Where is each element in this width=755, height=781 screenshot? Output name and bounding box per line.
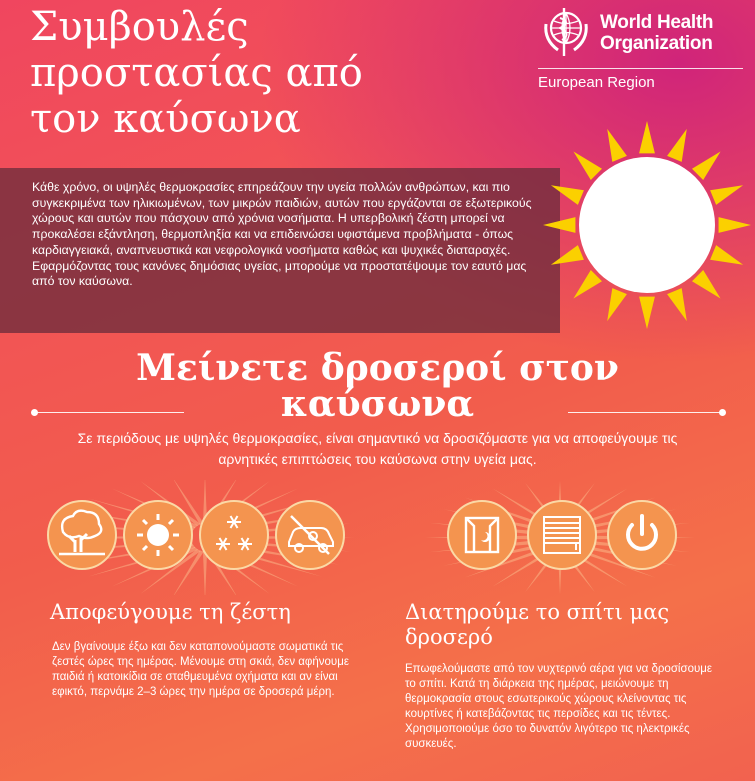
tip1-icons — [47, 500, 347, 580]
org-divider — [538, 68, 743, 69]
tip2-title: Διατηρούμε το σπίτι μας δροσερό — [405, 600, 670, 649]
tree-shade-icon — [47, 500, 117, 570]
left-divider — [34, 412, 184, 413]
tip1-text: Δεν βγαίνουμε έξω και δεν καταπονούμαστε σωματικά τις ζεστές ώρες της ημέρας. Μένουμε στη σκιά, δεν αφήνουμε παιδιά ή κατοικίδια σε σταθμευμένα οχήματα και αν είναι εφικτό, περνάμε 2–3 ώρες την ημέρα σε δροσερά μέρη. — [52, 641, 349, 698]
power-off-icon — [607, 500, 677, 570]
right-divider — [568, 412, 723, 413]
section-subtitle: Σε περιόδους με υψηλές θερμοκρασίες, είναι σημαντικό να δροσιζόμαστε για να αποφεύγουμε τις αρνητικές επιπτώσεις του καύσωνα στην υγεία μας. — [77, 430, 678, 467]
tip2-text: Επωφελούμαστε από τον νυχτερινό αέρα για να δροσίσουμε το σπίτι. Κατά τη διάρκεια της ημέρας, μειώνουμε τη θερμοκρασία στους εσωτερικούς χώρους κλείνοντας τις κουρτίνες ή κατεβάζοντας τις περσίδες και τις τέντες. Χρησιμοποιούμε όσο το δυνατόν λιγότερο τις ηλεκτρικές συσκευές. — [405, 663, 713, 750]
page-title: Συμβουλές προστασίας από τον καύσωνα — [30, 4, 363, 142]
window-blinds-icon — [527, 500, 597, 570]
sun-illustration-icon — [540, 118, 755, 333]
no-child-in-car-icon — [275, 500, 345, 570]
org-name: World Health Organization — [600, 12, 714, 54]
section-title: Μείνετε δροσεροί στον καύσωνα — [136, 347, 619, 425]
who-logo — [538, 4, 743, 94]
org-region: European Region — [538, 74, 655, 91]
tip2-icons — [447, 500, 677, 580]
night-window-icon — [447, 500, 517, 570]
tip1-title: Αποφεύγουμε τη ζέστη — [50, 600, 291, 624]
sun-icon — [123, 500, 193, 570]
who-emblem-icon — [538, 4, 594, 60]
snowflakes-icon — [199, 500, 269, 570]
intro-text: Κάθε χρόνο, οι υψηλές θερμοκρασίες επηρεάζουν την υγεία πολλών ανθρώπων, και πιο συγκεκριμένα των ηλικιωμένων, των μικρών παιδιών, αυτών που εργάζονται σε εξωτερικούς χώρους και αυτών που πάσχουν από χρόνια νοσήματα. Η υπερβολική ζέστη μπορεί να προκαλέσει εξάντληση, θερμοπληξία και να επιδεινώσει υφιστάμενα προβλήματα - όπως καρδιαγγειακά, αναπνευστικά και νεφρολογικά νοσήματα καθώς και ψυχικές διαταραχές. Εφαρμόζοντας τους κανόνες δημόσιας υγείας, μπορούμε να προστατέψουμε τον εαυτό μας από τον καύσωνα. — [32, 180, 532, 289]
